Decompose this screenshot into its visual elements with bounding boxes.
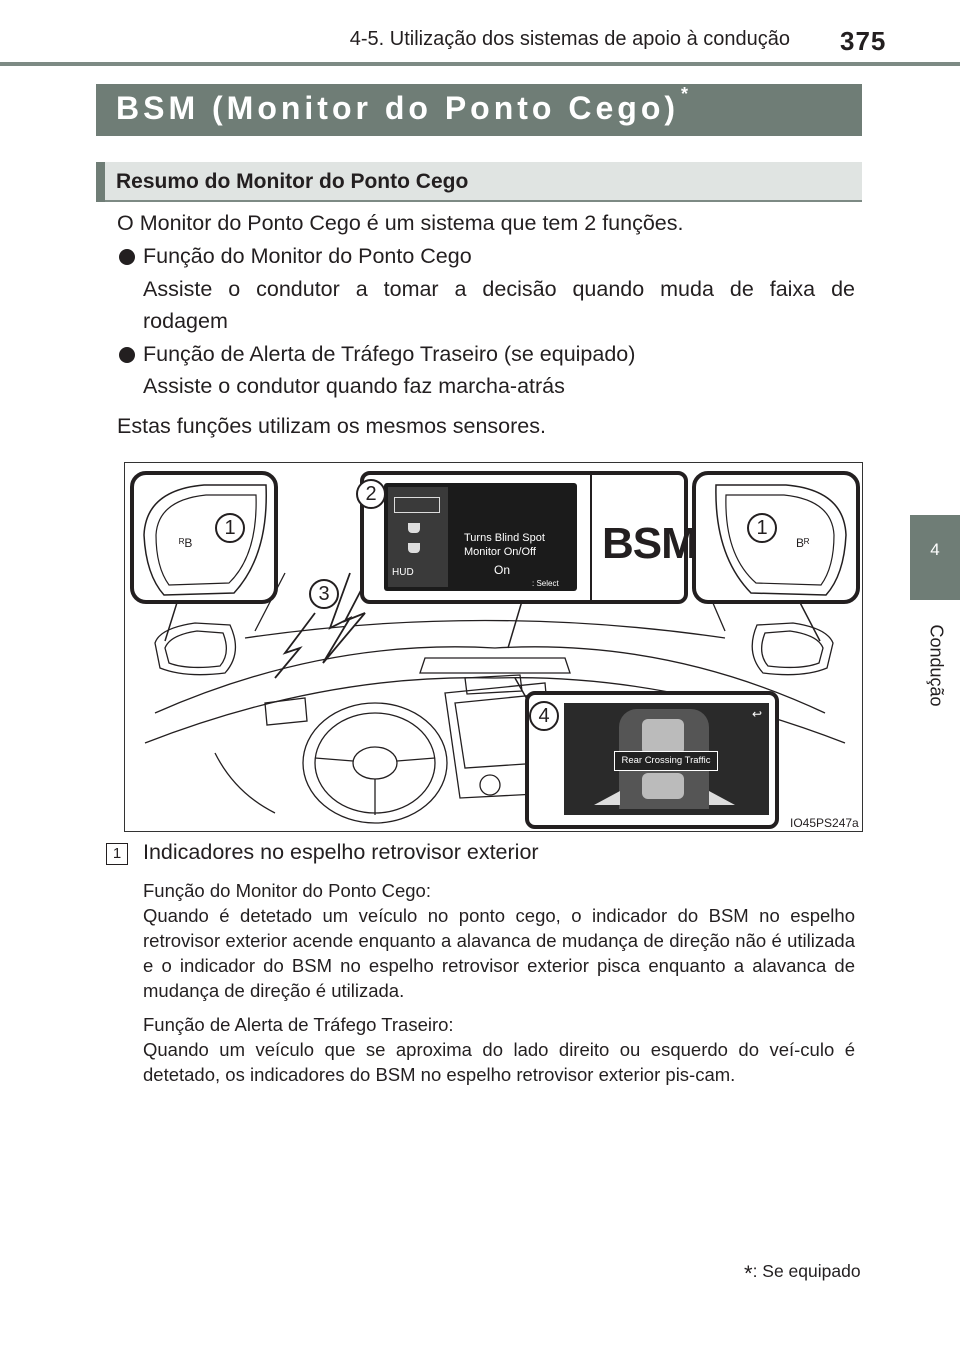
right-mirror-callout xyxy=(692,471,860,604)
item-title: Indicadores no espelho retrovisor exterior xyxy=(143,840,539,864)
callout-1-left: 1 xyxy=(215,513,245,543)
panel-divider xyxy=(590,475,592,600)
right-warning-arrow xyxy=(709,791,735,805)
chapter-number: 4 xyxy=(930,540,940,559)
page-number: 375 xyxy=(840,26,887,56)
car-icon xyxy=(642,773,684,799)
left-warning-arrow xyxy=(594,791,620,805)
subsection-title: Resumo do Monitor do Ponto Cego xyxy=(116,170,469,193)
back-icon: ↩ xyxy=(752,707,763,721)
bullet-dot xyxy=(119,249,135,265)
menu-line-1: Turns Blind Spot xyxy=(464,532,545,544)
intro-line: O Monitor do Ponto Cego é um sistema que tem 2 funções. xyxy=(117,211,684,235)
car-icon xyxy=(642,719,684,755)
bullet-title: Função do Monitor do Ponto Cego xyxy=(143,244,472,268)
callout-2: 2 xyxy=(356,479,386,509)
page-title xyxy=(116,84,689,127)
bullet-description: Assiste o condutor quando faz marcha-atrás xyxy=(143,374,565,398)
paragraph-text: Quando é detetado um veículo no ponto cego, o indicador do BSM no espelho retrovisor exterior acende enquanto a alavanca de mudança de direção não é utilizada e o indicador do BSM no espelho retrovisor exterior pisca enquanto a alavanca de mudança de direção é utilizada. xyxy=(143,905,855,1001)
menu-icon-column xyxy=(388,487,448,587)
paragraph-heading: Função do Monitor do Ponto Cego: xyxy=(143,880,431,901)
menu-state: On xyxy=(494,563,511,577)
cup-icon xyxy=(408,523,420,533)
left-mirror-drawing xyxy=(134,475,274,600)
chapter-label: Condução xyxy=(926,624,947,707)
rear-cross-callout xyxy=(525,691,779,829)
footnote xyxy=(744,1257,861,1286)
display-callout xyxy=(360,471,697,604)
intro-closing: Estas funções utilizam os mesmos sensores. xyxy=(117,414,546,438)
callout-3: 3 xyxy=(309,579,339,609)
figure-code: IO45PS247a xyxy=(790,816,859,830)
equipped-marker: * xyxy=(681,84,689,104)
menu-icon-bsm xyxy=(394,497,440,513)
menu-line-2: Monitor On/Off xyxy=(464,546,536,558)
callout-4: 4 xyxy=(529,701,559,731)
bsm-indicator-label: BSM xyxy=(602,519,697,568)
bullet-description-cont: rodagem xyxy=(143,309,228,333)
page-title-text: BSM (Monitor do Ponto Cego) xyxy=(116,90,680,126)
dashboard-illustration xyxy=(124,462,863,832)
right-mirror-drawing xyxy=(696,475,856,600)
cup-icon xyxy=(408,543,420,553)
bullet-description: Assiste o condutor a tomar a decisão quando muda de faixa de xyxy=(143,277,855,301)
svg-text:ᴿB: ᴿB xyxy=(179,536,193,550)
select-hint: : Select xyxy=(532,579,559,588)
subsection-accent xyxy=(96,162,105,202)
rear-cross-display xyxy=(564,703,769,815)
item-number: 1 xyxy=(106,843,128,865)
header-rule xyxy=(0,62,960,66)
running-header-section: 4-5. Utilização dos sistemas de apoio à condução xyxy=(349,28,790,50)
rear-crossing-label: Rear Crossing Traffic xyxy=(614,751,718,771)
bullet-dot xyxy=(119,347,135,363)
multi-info-display xyxy=(384,483,577,591)
left-mirror-callout xyxy=(130,471,278,604)
callout-1-right: 1 xyxy=(747,513,777,543)
hud-label: HUD xyxy=(392,567,414,578)
paragraph-text: Quando um veículo que se aproxima do lado direito ou esquerdo do veí-culo é detetado, os indicadores do BSM no espelho retrovisor exterior pis-cam. xyxy=(143,1039,855,1085)
svg-text:Bᴿ: Bᴿ xyxy=(796,536,810,550)
paragraph-heading: Função de Alerta de Tráfego Traseiro: xyxy=(143,1014,454,1035)
footnote-marker: * xyxy=(744,1261,753,1286)
footnote-text: : Se equipado xyxy=(752,1261,861,1281)
bullet-title: Função de Alerta de Tráfego Traseiro (se equipado) xyxy=(143,342,636,366)
